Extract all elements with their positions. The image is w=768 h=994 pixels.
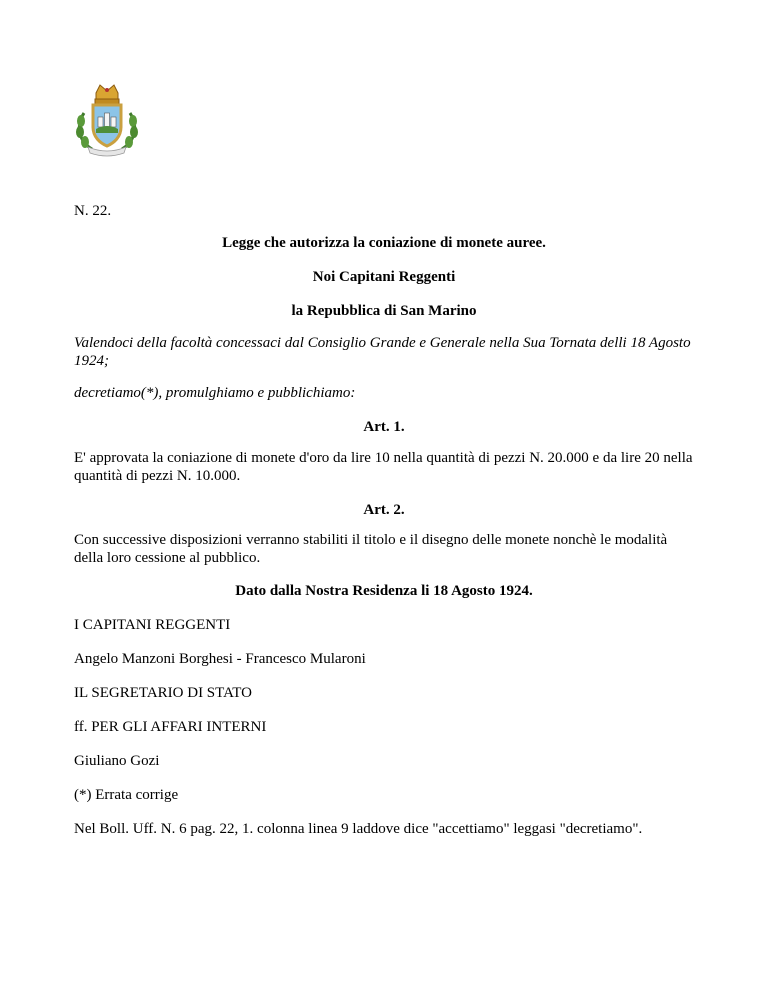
regents-title: I CAPITANI REGGENTI <box>74 617 231 633</box>
law-title: Legge che autorizza la coniazione di monete auree. <box>222 235 546 251</box>
law-number: N. 22. <box>74 203 112 219</box>
san-marino-coat-of-arms-icon <box>72 83 142 158</box>
errata-title: (*) Errata corrige <box>74 787 179 803</box>
heading-regents: Noi Capitani Reggenti <box>312 269 456 285</box>
regents-names: Angelo Manzoni Borghesi - Francesco Mularoni <box>74 651 366 667</box>
preamble: Valendoci della facoltà concessaci dal Consiglio Grande e Generale nella Sua Tornata delli 18 Agosto 1924; <box>74 335 691 369</box>
secretary-role: ff. PER GLI AFFARI INTERNI <box>74 719 267 735</box>
article-2-heading: Art. 2. <box>363 502 405 518</box>
article-1-text: E' approvata la coniazione di monete d'oro da lire 10 nella quantità di pezzi N. 20.000 e da lire 20 nella quantità di pezzi N. 10.000. <box>74 450 693 484</box>
enacting-clause: decretiamo(*), promulghiamo e pubblichiamo: <box>74 385 356 401</box>
secretary-name: Giuliano Gozi <box>74 753 160 769</box>
article-1-heading: Art. 1. <box>363 419 405 435</box>
errata-text: Nel Boll. Uff. N. 6 pag. 22, 1. colonna linea 9 laddove dice "accettiamo" leggasi "decretiamo". <box>74 821 643 837</box>
secretary-title: IL SEGRETARIO DI STATO <box>74 685 253 701</box>
heading-republic: la Repubblica di San Marino <box>291 303 477 319</box>
given-clause: Dato dalla Nostra Residenza li 18 Agosto 1924. <box>235 583 533 599</box>
article-2-text: Con successive disposizioni verranno stabiliti il titolo e il disegno delle monete nonchè le modalità della loro cessione al pubblico. <box>74 532 668 566</box>
